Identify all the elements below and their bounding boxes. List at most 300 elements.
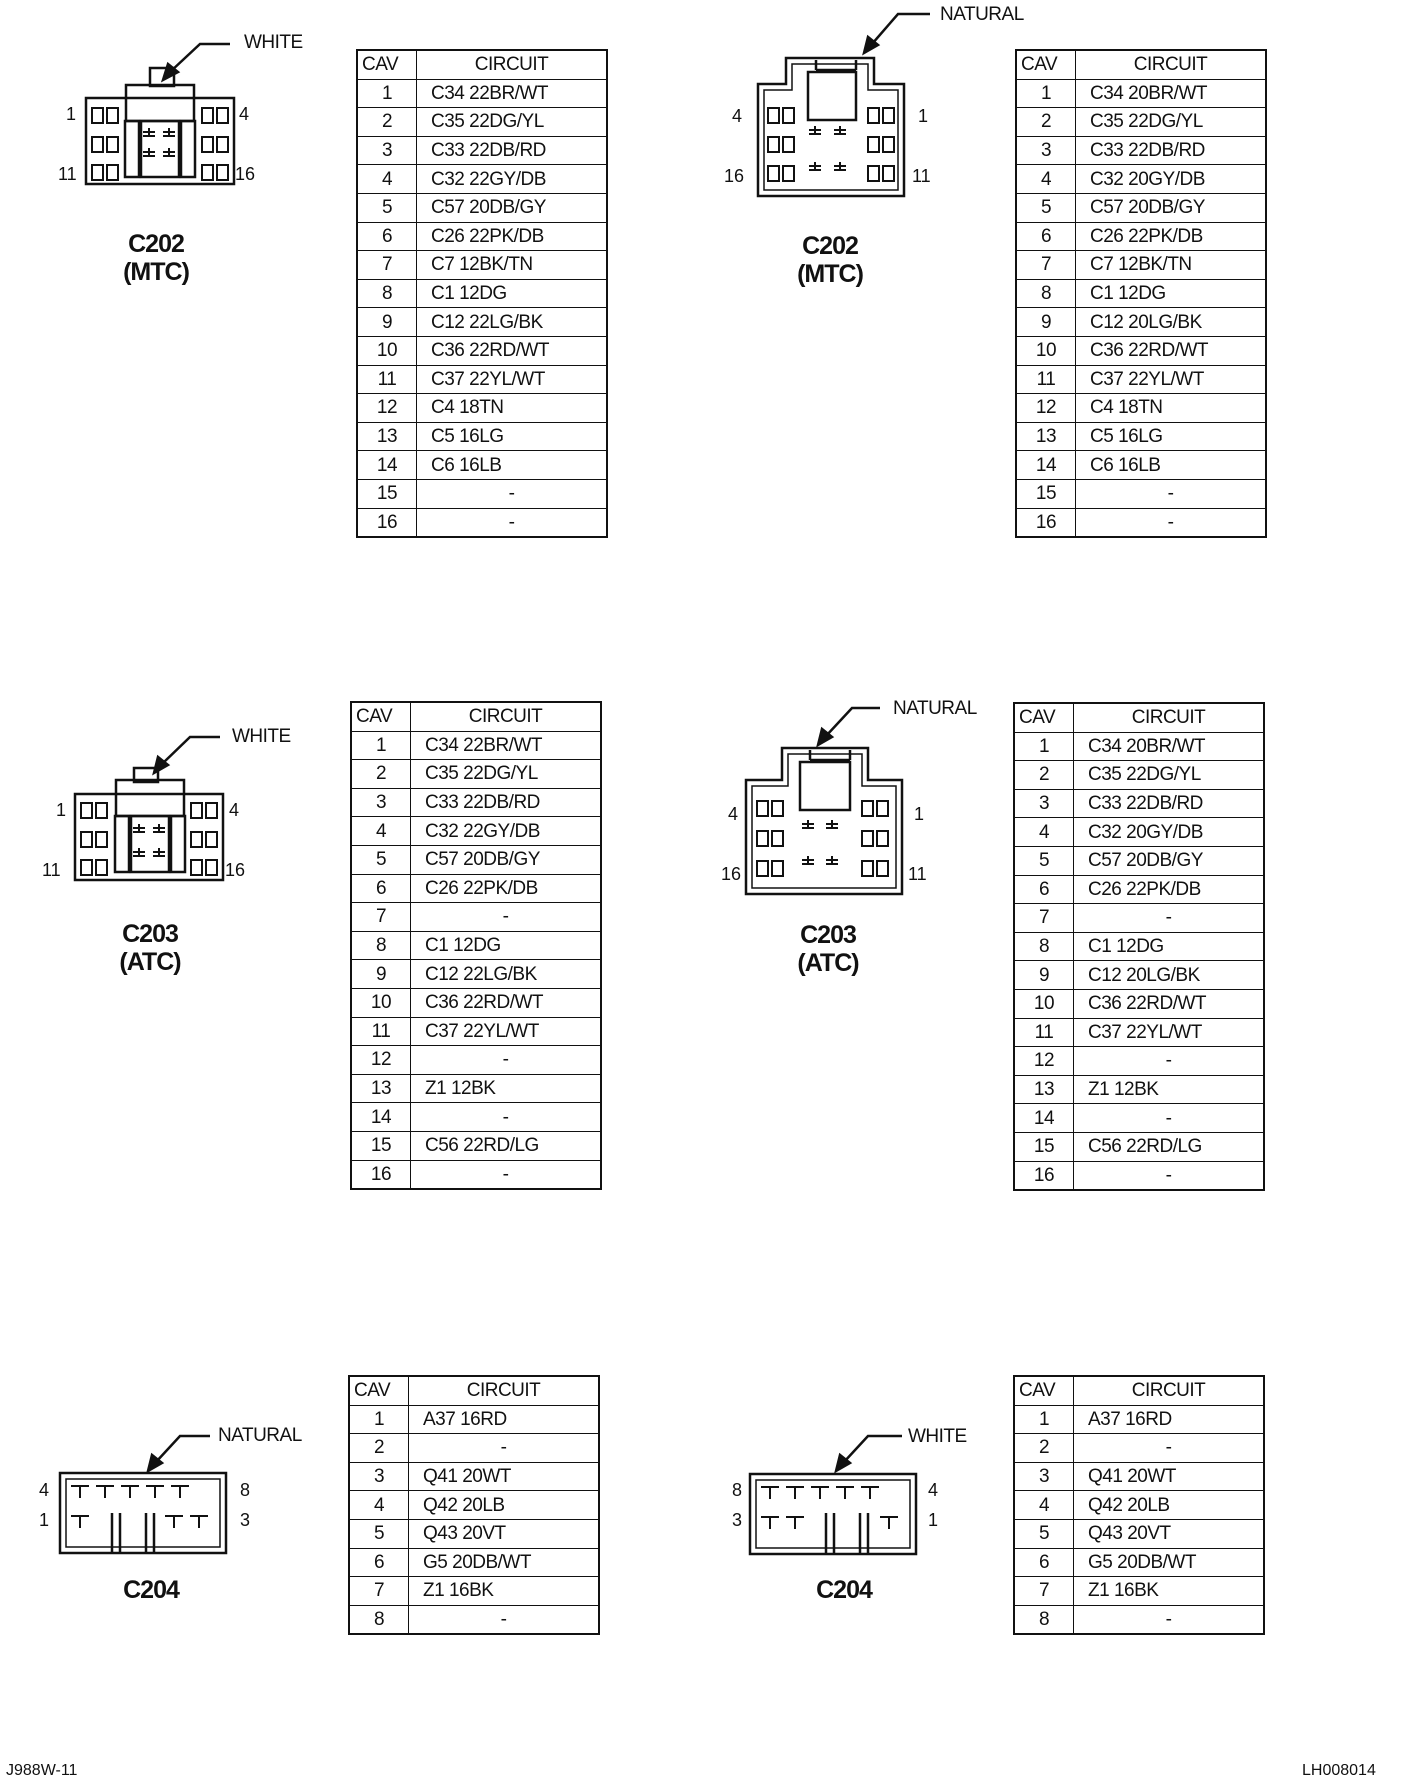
pin-number: 1 bbox=[39, 1510, 50, 1530]
circuit-cell: Q42 20LB bbox=[409, 1491, 600, 1520]
table-header bbox=[1016, 50, 1266, 79]
cavity-table bbox=[1015, 49, 1267, 538]
cav-cell: 16 bbox=[357, 508, 417, 537]
cav-cell: 8 bbox=[1014, 1605, 1074, 1634]
cav-cell: 9 bbox=[1014, 961, 1074, 990]
cav-cell: 3 bbox=[1014, 789, 1074, 818]
circuit-cell: C35 22DG/YL bbox=[411, 760, 602, 789]
table-row bbox=[1014, 1434, 1264, 1463]
table-row bbox=[1014, 875, 1264, 904]
pin-number: 4 bbox=[732, 106, 743, 126]
pin-number: 8 bbox=[240, 1480, 251, 1500]
circuit-cell: - bbox=[1076, 508, 1267, 537]
cav-cell: 4 bbox=[1016, 165, 1076, 194]
cav-cell: 11 bbox=[351, 1017, 411, 1046]
cav-cell: 9 bbox=[351, 960, 411, 989]
table-row bbox=[351, 760, 601, 789]
circuit-cell: Z1 12BK bbox=[1074, 1075, 1265, 1104]
circuit-cell: C35 22DG/YL bbox=[1076, 108, 1267, 137]
table-row bbox=[1014, 1519, 1264, 1548]
table-row bbox=[1014, 732, 1264, 761]
circuit-cell: C1 12DG bbox=[1074, 932, 1265, 961]
table-row bbox=[357, 508, 607, 537]
pin-number: 11 bbox=[912, 166, 931, 186]
table-row bbox=[351, 788, 601, 817]
cav-cell: 5 bbox=[351, 845, 411, 874]
cav-header: CAV bbox=[1016, 50, 1076, 79]
connector-color: WHITE bbox=[244, 32, 303, 53]
table-row bbox=[349, 1519, 599, 1548]
table-row bbox=[1016, 365, 1266, 394]
cav-cell: 6 bbox=[1016, 222, 1076, 251]
cav-cell: 4 bbox=[1014, 818, 1074, 847]
cav-cell: 12 bbox=[1016, 394, 1076, 423]
connector-label bbox=[764, 1576, 924, 1604]
cav-cell: 10 bbox=[357, 336, 417, 365]
pin-number: 4 bbox=[928, 1480, 939, 1500]
cav-cell: 8 bbox=[1014, 932, 1074, 961]
circuit-cell: C26 22PK/DB bbox=[417, 222, 608, 251]
circuit-cell: C37 22YL/WT bbox=[411, 1017, 602, 1046]
table-row bbox=[357, 365, 607, 394]
circuit-cell: - bbox=[411, 903, 602, 932]
circuit-cell: - bbox=[417, 479, 608, 508]
circuit-cell: - bbox=[409, 1605, 600, 1634]
cav-cell: 5 bbox=[1014, 1519, 1074, 1548]
table-row bbox=[1014, 1104, 1264, 1133]
circuit-cell: C36 22RD/WT bbox=[1074, 989, 1265, 1018]
table-header bbox=[349, 1376, 599, 1405]
connector-color: NATURAL bbox=[218, 1425, 302, 1446]
table-row bbox=[357, 108, 607, 137]
table-row bbox=[1016, 308, 1266, 337]
circuit-cell: C33 22DB/RD bbox=[1074, 789, 1265, 818]
cav-cell: 15 bbox=[1016, 479, 1076, 508]
cav-cell: 5 bbox=[1014, 846, 1074, 875]
circuit-cell: C57 20DB/GY bbox=[417, 193, 608, 222]
connector-color: WHITE bbox=[232, 726, 291, 747]
cav-cell: 16 bbox=[1016, 508, 1076, 537]
cav-cell: 9 bbox=[357, 308, 417, 337]
table-row bbox=[357, 394, 607, 423]
cav-cell: 14 bbox=[1016, 451, 1076, 480]
cav-cell: 1 bbox=[1016, 79, 1076, 108]
table-row bbox=[1014, 1605, 1264, 1634]
circuit-cell: - bbox=[417, 508, 608, 537]
table-row bbox=[349, 1605, 599, 1634]
circuit-cell: - bbox=[1074, 1605, 1265, 1634]
table-row bbox=[1014, 846, 1264, 875]
table-row bbox=[351, 1131, 601, 1160]
cav-cell: 6 bbox=[1014, 875, 1074, 904]
circuit-cell: G5 20DB/WT bbox=[1074, 1548, 1265, 1577]
table-row bbox=[1014, 1577, 1264, 1606]
cav-cell: 14 bbox=[351, 1103, 411, 1132]
circuit-header: CIRCUIT bbox=[417, 50, 608, 79]
table-row bbox=[1014, 1132, 1264, 1161]
pin-number: 16 bbox=[235, 164, 256, 184]
table-row bbox=[351, 874, 601, 903]
cav-cell: 2 bbox=[1014, 761, 1074, 790]
circuit-header: CIRCUIT bbox=[409, 1376, 600, 1405]
connector-type: (ATC) bbox=[797, 949, 859, 977]
pin-number: 1 bbox=[914, 804, 925, 824]
connector-color: NATURAL bbox=[940, 4, 1024, 25]
cavity-table bbox=[348, 1375, 600, 1635]
table-row bbox=[1016, 108, 1266, 137]
connector-color: WHITE bbox=[908, 1426, 967, 1447]
table-row bbox=[1016, 193, 1266, 222]
table-row bbox=[1014, 1047, 1264, 1076]
table-row bbox=[349, 1434, 599, 1463]
connector-color: NATURAL bbox=[893, 698, 977, 719]
circuit-cell: C32 22GY/DB bbox=[417, 165, 608, 194]
circuit-cell: C32 22GY/DB bbox=[411, 817, 602, 846]
circuit-cell: - bbox=[1074, 1434, 1265, 1463]
table-row bbox=[349, 1577, 599, 1606]
circuit-cell: C33 22DB/RD bbox=[1076, 136, 1267, 165]
pin-number: 11 bbox=[908, 864, 927, 884]
cav-cell: 4 bbox=[351, 817, 411, 846]
table-row bbox=[351, 817, 601, 846]
connector-type: (MTC) bbox=[123, 258, 189, 286]
circuit-cell: C7 12BK/TN bbox=[417, 251, 608, 280]
pin-number: 11 bbox=[42, 860, 61, 880]
table-row bbox=[1014, 789, 1264, 818]
circuit-cell: Q42 20LB bbox=[1074, 1491, 1265, 1520]
cav-cell: 2 bbox=[357, 108, 417, 137]
table-row bbox=[357, 279, 607, 308]
cav-cell: 3 bbox=[349, 1462, 409, 1491]
table-row bbox=[351, 903, 601, 932]
cav-cell: 7 bbox=[357, 251, 417, 280]
table-row bbox=[1016, 394, 1266, 423]
cav-cell: 7 bbox=[349, 1577, 409, 1606]
table-row bbox=[357, 79, 607, 108]
table-row bbox=[357, 251, 607, 280]
circuit-cell: C26 22PK/DB bbox=[411, 874, 602, 903]
table-row bbox=[1014, 961, 1264, 990]
circuit-cell: C26 22PK/DB bbox=[1076, 222, 1267, 251]
table-row bbox=[1014, 818, 1264, 847]
table-row bbox=[1016, 136, 1266, 165]
figure-id-right: LH008014 bbox=[1302, 1762, 1376, 1779]
cav-cell: 3 bbox=[351, 788, 411, 817]
pin-number: 11 bbox=[58, 164, 77, 184]
cav-header: CAV bbox=[1014, 1376, 1074, 1405]
cav-cell: 15 bbox=[1014, 1132, 1074, 1161]
cav-cell: 3 bbox=[1014, 1462, 1074, 1491]
circuit-cell: C32 20GY/DB bbox=[1074, 818, 1265, 847]
connector-id: C202 bbox=[128, 230, 184, 258]
circuit-cell: - bbox=[1074, 1047, 1265, 1076]
circuit-header: CIRCUIT bbox=[1076, 50, 1267, 79]
circuit-cell: C1 12DG bbox=[1076, 279, 1267, 308]
circuit-cell: - bbox=[1074, 904, 1265, 933]
cav-cell: 4 bbox=[349, 1491, 409, 1520]
table-header bbox=[1014, 1376, 1264, 1405]
circuit-cell: C56 22RD/LG bbox=[411, 1131, 602, 1160]
connector-label bbox=[748, 921, 908, 977]
cav-cell: 4 bbox=[357, 165, 417, 194]
table-row bbox=[1014, 932, 1264, 961]
cav-cell: 14 bbox=[357, 451, 417, 480]
circuit-cell: C36 22RD/WT bbox=[417, 336, 608, 365]
circuit-cell: C35 22DG/YL bbox=[1074, 761, 1265, 790]
table-header bbox=[357, 50, 607, 79]
circuit-cell: C12 20LG/BK bbox=[1074, 961, 1265, 990]
cav-cell: 11 bbox=[1014, 1018, 1074, 1047]
pin-number: 4 bbox=[39, 1480, 50, 1500]
cav-cell: 8 bbox=[1016, 279, 1076, 308]
cav-cell: 7 bbox=[1014, 904, 1074, 933]
table-row bbox=[349, 1491, 599, 1520]
table-row bbox=[357, 308, 607, 337]
connector-type: (MTC) bbox=[797, 260, 863, 288]
table-row bbox=[349, 1405, 599, 1434]
cav-cell: 1 bbox=[1014, 732, 1074, 761]
table-row bbox=[1014, 1462, 1264, 1491]
table-row bbox=[1014, 761, 1264, 790]
circuit-header: CIRCUIT bbox=[1074, 1376, 1265, 1405]
circuit-cell: - bbox=[1074, 1161, 1265, 1190]
table-row bbox=[357, 136, 607, 165]
cav-cell: 1 bbox=[349, 1405, 409, 1434]
cav-cell: 6 bbox=[357, 222, 417, 251]
table-row bbox=[1016, 79, 1266, 108]
table-row bbox=[357, 451, 607, 480]
circuit-cell: C34 22BR/WT bbox=[417, 79, 608, 108]
circuit-cell: - bbox=[411, 1046, 602, 1075]
circuit-cell: C36 22RD/WT bbox=[411, 988, 602, 1017]
circuit-cell: C34 20BR/WT bbox=[1074, 732, 1265, 761]
cav-cell: 7 bbox=[1014, 1577, 1074, 1606]
table-header bbox=[351, 702, 601, 731]
connector-id: C204 bbox=[123, 1576, 179, 1604]
circuit-cell: Q43 20VT bbox=[1074, 1519, 1265, 1548]
pin-number: 3 bbox=[240, 1510, 251, 1530]
circuit-cell: C7 12BK/TN bbox=[1076, 251, 1267, 280]
circuit-cell: C34 20BR/WT bbox=[1076, 79, 1267, 108]
circuit-cell: C12 22LG/BK bbox=[417, 308, 608, 337]
connector-c204-white-drawing bbox=[0, 0, 1, 1]
cav-cell: 6 bbox=[349, 1548, 409, 1577]
cav-cell: 3 bbox=[1016, 136, 1076, 165]
table-row bbox=[351, 960, 601, 989]
connector-id: C203 bbox=[800, 921, 856, 949]
cav-cell: 11 bbox=[1016, 365, 1076, 394]
table-row bbox=[1016, 451, 1266, 480]
circuit-cell: C1 12DG bbox=[411, 931, 602, 960]
cav-cell: 1 bbox=[351, 731, 411, 760]
table-row bbox=[1014, 1075, 1264, 1104]
table-row bbox=[1016, 165, 1266, 194]
cav-cell: 8 bbox=[351, 931, 411, 960]
pin-number: 16 bbox=[721, 864, 742, 884]
circuit-cell: C6 16LB bbox=[1076, 451, 1267, 480]
cav-cell: 6 bbox=[1014, 1548, 1074, 1577]
cav-header: CAV bbox=[357, 50, 417, 79]
cav-cell: 15 bbox=[351, 1131, 411, 1160]
cavity-table bbox=[350, 701, 602, 1190]
table-row bbox=[1014, 1548, 1264, 1577]
cav-cell: 13 bbox=[1016, 422, 1076, 451]
table-row bbox=[1016, 336, 1266, 365]
table-row bbox=[351, 1046, 601, 1075]
pin-number: 1 bbox=[56, 800, 67, 820]
table-row bbox=[1016, 251, 1266, 280]
cav-cell: 12 bbox=[357, 394, 417, 423]
connector-label bbox=[76, 230, 236, 286]
table-header bbox=[1014, 703, 1264, 732]
circuit-cell: - bbox=[411, 1103, 602, 1132]
table-row bbox=[1014, 1018, 1264, 1047]
cav-cell: 2 bbox=[351, 760, 411, 789]
circuit-cell: Z1 12BK bbox=[411, 1074, 602, 1103]
table-row bbox=[351, 845, 601, 874]
circuit-header: CIRCUIT bbox=[1074, 703, 1265, 732]
circuit-cell: C37 22YL/WT bbox=[1076, 365, 1267, 394]
cav-cell: 14 bbox=[1014, 1104, 1074, 1133]
circuit-cell: - bbox=[411, 1160, 602, 1189]
pin-number: 4 bbox=[728, 804, 739, 824]
cav-cell: 10 bbox=[1014, 989, 1074, 1018]
circuit-cell: C1 12DG bbox=[417, 279, 608, 308]
cav-cell: 4 bbox=[1014, 1491, 1074, 1520]
cav-cell: 10 bbox=[351, 988, 411, 1017]
table-row bbox=[351, 731, 601, 760]
cavity-table bbox=[356, 49, 608, 538]
table-row bbox=[351, 1103, 601, 1132]
connector-label bbox=[71, 1576, 231, 1604]
cavity-table bbox=[1013, 702, 1265, 1191]
table-row bbox=[351, 1074, 601, 1103]
table-row bbox=[1016, 479, 1266, 508]
table-row bbox=[1014, 904, 1264, 933]
pin-number: 3 bbox=[732, 1510, 743, 1530]
cav-cell: 2 bbox=[349, 1434, 409, 1463]
circuit-cell: Q41 20WT bbox=[409, 1462, 600, 1491]
cav-cell: 2 bbox=[1016, 108, 1076, 137]
circuit-cell: C5 16LG bbox=[1076, 422, 1267, 451]
circuit-cell: C56 22RD/LG bbox=[1074, 1132, 1265, 1161]
circuit-cell: Z1 16BK bbox=[1074, 1577, 1265, 1606]
circuit-cell: C12 22LG/BK bbox=[411, 960, 602, 989]
connector-id: C204 bbox=[816, 1576, 872, 1604]
circuit-cell: C37 22YL/WT bbox=[417, 365, 608, 394]
circuit-cell: C35 22DG/YL bbox=[417, 108, 608, 137]
circuit-cell: C26 22PK/DB bbox=[1074, 875, 1265, 904]
cavity-table bbox=[1013, 1375, 1265, 1635]
cav-cell: 1 bbox=[1014, 1405, 1074, 1434]
connector-label bbox=[70, 920, 230, 976]
circuit-cell: - bbox=[1074, 1104, 1265, 1133]
table-row bbox=[351, 988, 601, 1017]
pin-number: 1 bbox=[918, 106, 929, 126]
cav-cell: 5 bbox=[349, 1519, 409, 1548]
cav-cell: 11 bbox=[357, 365, 417, 394]
circuit-cell: C57 20DB/GY bbox=[1074, 846, 1265, 875]
connector-id: C203 bbox=[122, 920, 178, 948]
cav-cell: 13 bbox=[357, 422, 417, 451]
circuit-cell: A37 16RD bbox=[1074, 1405, 1265, 1434]
table-row bbox=[1016, 508, 1266, 537]
table-row bbox=[1016, 222, 1266, 251]
cav-cell: 8 bbox=[349, 1605, 409, 1634]
cav-header: CAV bbox=[351, 702, 411, 731]
connector-type: (ATC) bbox=[119, 948, 181, 976]
cav-cell: 1 bbox=[357, 79, 417, 108]
circuit-cell: C4 18TN bbox=[1076, 394, 1267, 423]
table-row bbox=[357, 193, 607, 222]
cav-cell: 8 bbox=[357, 279, 417, 308]
table-row bbox=[1014, 1491, 1264, 1520]
figure-id-left: J988W-11 bbox=[6, 1762, 78, 1779]
circuit-cell: C34 22BR/WT bbox=[411, 731, 602, 760]
circuit-cell: Q41 20WT bbox=[1074, 1462, 1265, 1491]
pin-number: 16 bbox=[724, 166, 745, 186]
cav-cell: 12 bbox=[1014, 1047, 1074, 1076]
circuit-cell: Z1 16BK bbox=[409, 1577, 600, 1606]
cav-cell: 7 bbox=[351, 903, 411, 932]
circuit-cell: - bbox=[409, 1434, 600, 1463]
table-row bbox=[1014, 1405, 1264, 1434]
circuit-header: CIRCUIT bbox=[411, 702, 602, 731]
table-row bbox=[351, 1160, 601, 1189]
circuit-cell: C57 20DB/GY bbox=[1076, 193, 1267, 222]
connector-label bbox=[750, 232, 910, 288]
cav-cell: 5 bbox=[1016, 193, 1076, 222]
cav-cell: 6 bbox=[351, 874, 411, 903]
cav-cell: 16 bbox=[351, 1160, 411, 1189]
table-row bbox=[357, 165, 607, 194]
cav-cell: 12 bbox=[351, 1046, 411, 1075]
table-row bbox=[357, 222, 607, 251]
table-row bbox=[1014, 989, 1264, 1018]
pin-number: 16 bbox=[225, 860, 246, 880]
circuit-cell: C57 20DB/GY bbox=[411, 845, 602, 874]
table-row bbox=[1016, 279, 1266, 308]
circuit-cell: A37 16RD bbox=[409, 1405, 600, 1434]
table-row bbox=[357, 422, 607, 451]
circuit-cell: C12 20LG/BK bbox=[1076, 308, 1267, 337]
circuit-cell: Q43 20VT bbox=[409, 1519, 600, 1548]
cav-header: CAV bbox=[349, 1376, 409, 1405]
circuit-cell: C36 22RD/WT bbox=[1076, 336, 1267, 365]
table-row bbox=[349, 1462, 599, 1491]
pin-number: 4 bbox=[229, 800, 240, 820]
cav-cell: 3 bbox=[357, 136, 417, 165]
table-row bbox=[1016, 422, 1266, 451]
table-row bbox=[351, 931, 601, 960]
cav-header: CAV bbox=[1014, 703, 1074, 732]
cav-cell: 5 bbox=[357, 193, 417, 222]
cav-cell: 16 bbox=[1014, 1161, 1074, 1190]
circuit-cell: C32 20GY/DB bbox=[1076, 165, 1267, 194]
circuit-cell: C6 16LB bbox=[417, 451, 608, 480]
table-row bbox=[357, 479, 607, 508]
circuit-cell: C5 16LG bbox=[417, 422, 608, 451]
pin-number: 1 bbox=[928, 1510, 939, 1530]
circuit-cell: C33 22DB/RD bbox=[411, 788, 602, 817]
table-row bbox=[357, 336, 607, 365]
cav-cell: 10 bbox=[1016, 336, 1076, 365]
circuit-cell: C4 18TN bbox=[417, 394, 608, 423]
pin-number: 1 bbox=[66, 104, 77, 124]
circuit-cell: C37 22YL/WT bbox=[1074, 1018, 1265, 1047]
cav-cell: 13 bbox=[351, 1074, 411, 1103]
cav-cell: 9 bbox=[1016, 308, 1076, 337]
